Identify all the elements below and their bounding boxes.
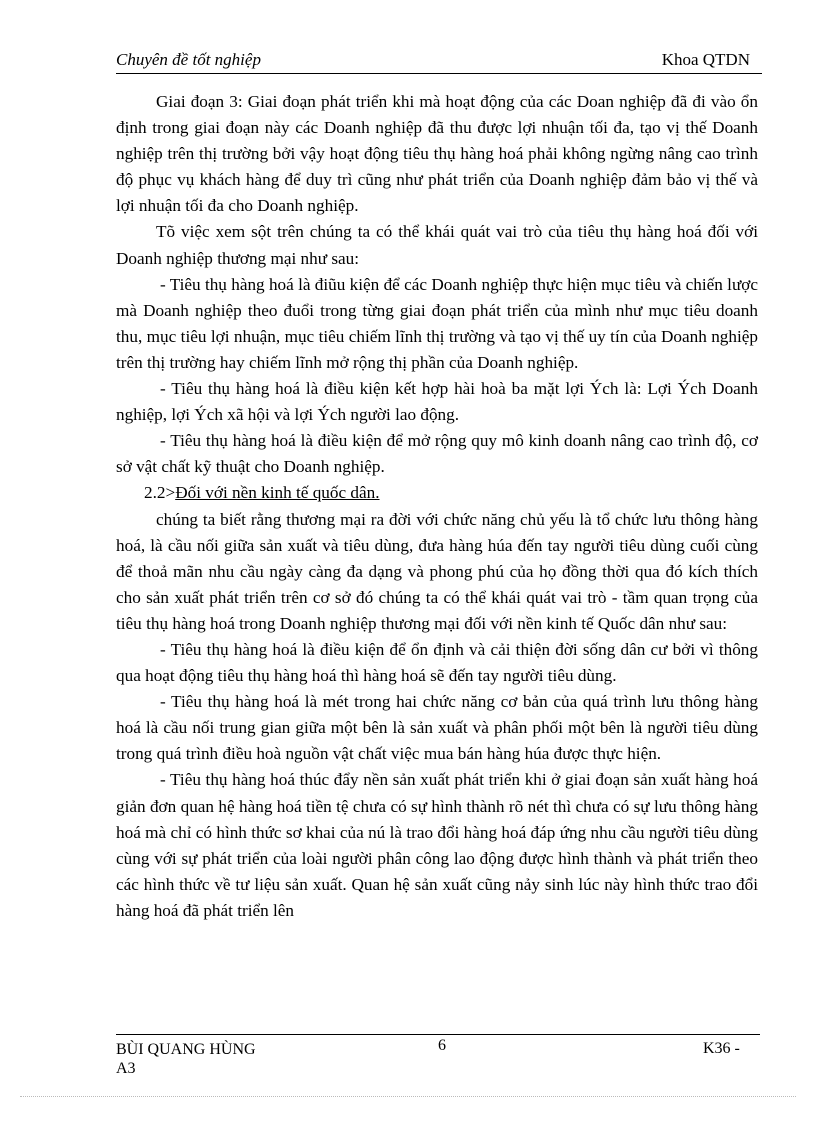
paragraph: - Tiêu thụ hàng hoá là điều kiện để ổn định và cải thiện đời sống dân cư bởi vì thông qua hoạt động tiêu thụ hàng hoá thì hàng hoá sẽ đến tay người tiêu dùng. (116, 639, 758, 686)
header-rule (116, 73, 762, 74)
paragraph: Giai đoạn 3: Giai đoạn phát triển khi mà hoạt động của các Doan nghiệp đã đi vào ổn định trong giai đoạn này các Doanh nghiệp đã thu được lợi nhuận tối đa, tạo vị thế Doanh nghiệp trên thị trường bởi vậy hoạt động tiêu thụ hàng hoá phải không ngừng nâng cao trình độ phục vụ khách hàng để duy trì cũng như phát triển của Doanh nghiệp đảm bảo vị thế và lợi nhuận tối đa cho Doanh nghiệp. (116, 92, 758, 216)
body-text (116, 89, 758, 924)
paragraph: - Tiêu thụ hàng hoá là điều kiện kết hợp hài hoà ba mặt lợi Ých là: Lợi Ých Doanh nghiệp, lợi Ých xã hội và lợi Ých người lao động. (116, 379, 758, 425)
paragraph: - Tiêu thụ hàng hoá là điũu kiện để các Doanh nghiệp thực hiện mục tiêu và chiến lược mà Doanh nghiệp theo đuổi trong từng giai đoạn phát triển của mình như mục tiêu doanh thu, mục tiêu lợi nhuận, mục tiêu chiếm lĩnh thị trường và tạo vị thế uy tín của Doanh nghiệp trên thị trường hay chiếm lĩnh mở rộng thị phần của Doanh nghiệp. (116, 274, 758, 372)
paragraph: Tõ việc xem sột trên chúng ta có thể khái quát vai trò của tiêu thụ hàng hoá đối với Doanh nghiệp thương mại như sau: (116, 222, 758, 268)
section-title: Đối với nền kinh tế quốc dân. (175, 483, 380, 503)
section-heading (116, 480, 758, 506)
faculty-name: Khoa QTDN (661, 50, 750, 69)
footer-rule (116, 1034, 760, 1035)
author-class: A3 (116, 1060, 136, 1077)
page-number: 6 (438, 1037, 446, 1054)
section-number: 2.2> (144, 483, 176, 503)
page-edge-divider (20, 1096, 796, 1097)
author-name: BÙI QUANG HÙNG (116, 1041, 256, 1058)
page-header (116, 48, 762, 74)
course-code: K36 - (703, 1040, 740, 1057)
paragraph: - Tiêu thụ hàng hoá là điều kiện để mở rộng quy mô kinh doanh nâng cao trình độ, cơ sở vật chất kỹ thuật cho Doanh nghiệp. (116, 431, 758, 477)
paragraph: - Tiêu thụ hàng hoá thúc đẩy nền sản xuất phát triển khi ở giai đoạn sản xuất hàng hoá giản đơn quan hệ hàng hoá tiền tệ chưa có sự hình thành rõ nét thì chưa có sự lưu thông hàng hoá mà chỉ có hình thức sơ khai của nú là trao đổi hàng hoá đáp ứng nhu cầu người tiêu dùng cùng với sự phát triển của loài người phân công lao động được hình thành và phát triển theo các hình thức về tư liệu sản xuất. Quan hệ sản xuất cũng nảy sinh lúc này hình thức trao đổi hàng hoá đã phát triển lên (116, 770, 758, 920)
paragraph: - Tiêu thụ hàng hoá là mét trong hai chức năng cơ bản của quá trình lưu thông hàng hoá là cầu nối trung gian giữa một bên là sản xuất và phân phối một bên là người tiêu dùng trong quá trình điều hoà nguồn vật chất việc mua bán hàng húa được thực hiện. (116, 692, 758, 764)
document-type: Chuyên đề tốt nghiệp (116, 50, 261, 69)
footer-author (116, 1040, 256, 1078)
paragraph: chúng ta biết rằng thương mại ra đời với chức năng chủ yếu là tổ chức lưu thông hàng hoá, là cầu nối giữa sản xuất và tiêu dùng, đưa hàng húa đến tay người tiêu dùng cuối cùng để thoả mãn nhu cầu ngày càng đa dạng và phong phú của họ đồng thời qua đó kích thích cho sản xuất phát triển trên cơ sở đó chúng ta có thể khái quát vai trò - tầm quan trọng của tiêu thụ hàng hoá trong Doanh nghiệp thương mại đối với nền kinh tế Quốc dân như sau: (116, 509, 758, 633)
